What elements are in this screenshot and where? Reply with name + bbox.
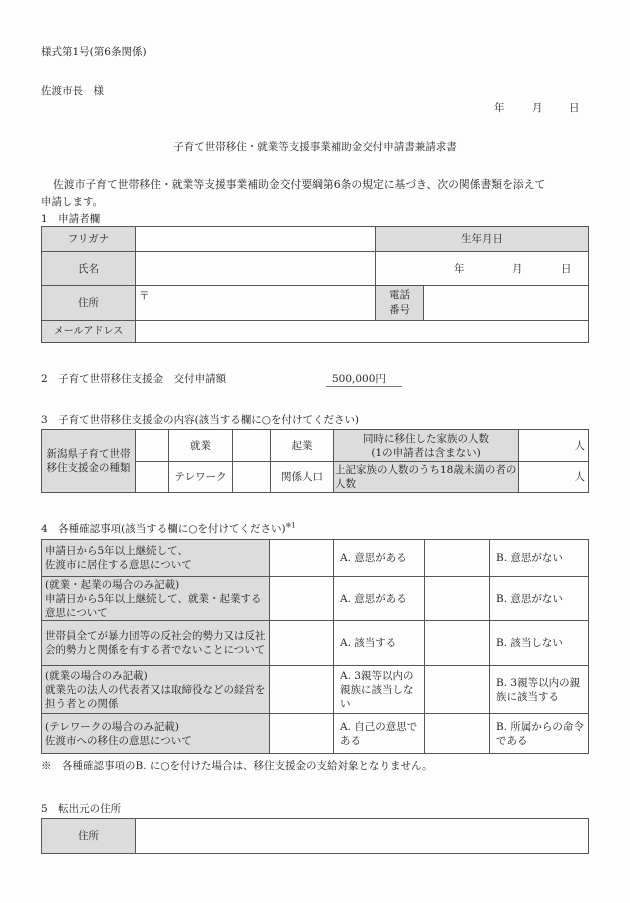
option-b-label: B. 意思がない	[490, 540, 589, 577]
phone-field[interactable]	[424, 286, 589, 321]
address-label: 住所	[42, 286, 136, 321]
option-b-check-cell[interactable]	[425, 714, 490, 754]
phone-label-line1: 電話	[389, 289, 410, 301]
family-count-label	[334, 430, 519, 462]
option-a-check-cell[interactable]	[270, 621, 334, 666]
confirmation-question: (就業・起業の場合のみ記載) 申請日から5年以上継続して、就業・起業する意思について	[42, 577, 270, 621]
related-population-check-cell[interactable]	[233, 462, 271, 493]
option-b-label: B. 該当しない	[490, 621, 589, 666]
birthdate-field[interactable]	[376, 252, 589, 286]
option-a-label: A. 自己の意思である	[334, 714, 425, 754]
birth-day-unit: 日	[561, 263, 572, 275]
birthdate-label: 生年月日	[376, 227, 589, 252]
family-count-field[interactable]	[519, 430, 589, 462]
support-content-table	[41, 429, 589, 493]
document-title: 子育て世帯移住・就業等支援事業補助金交付申請書兼請求書	[173, 141, 457, 153]
option-a-label: A. 意思がある	[334, 540, 425, 577]
confirmation-question: (テレワークの場合のみ記載) 佐渡市への移住の意思について	[42, 714, 270, 754]
date-day: 日	[569, 102, 580, 114]
option-a-check-cell[interactable]	[270, 540, 334, 577]
previous-address-field[interactable]	[136, 819, 589, 854]
option-a-check-cell[interactable]	[270, 666, 334, 714]
option-b-check-cell[interactable]	[425, 540, 490, 577]
confirmation-row	[42, 621, 589, 666]
option-a-check-cell[interactable]	[270, 577, 334, 621]
option-a-label: A. 意思がある	[334, 577, 425, 621]
intro-line-2: 申請します。	[41, 196, 104, 208]
intro-line-1: 佐渡市子育て世帯移住・就業等支援事業補助金交付要綱第6条の規定に基づき、次の関係書類を添えて	[53, 178, 546, 191]
option-b-label: B. 意思がない	[490, 577, 589, 621]
phone-label-line2: 番号	[389, 304, 410, 316]
birth-month-unit: 月	[512, 263, 523, 275]
confirmation-row	[42, 577, 589, 621]
option-employment: 就業	[169, 430, 233, 462]
family-count-unit: 人	[574, 439, 585, 452]
section4-heading-text: 4 各種確認事項(該当する欄に○を付けてください)	[41, 523, 286, 535]
option-a-label: A. 3親等以内の親族に該当しない	[334, 666, 425, 714]
option-b-check-cell[interactable]	[425, 621, 490, 666]
confirmation-question: 申請日から5年以上継続して、 佐渡市に居住する意思について	[42, 540, 270, 577]
family-count-label-line1: 同時に移住した家族の人数	[363, 432, 489, 445]
furigana-field[interactable]	[136, 227, 376, 252]
minor-count-unit: 人	[574, 471, 585, 483]
footnote-mark: ※1	[285, 521, 296, 530]
support-type-label: 新潟県子育て世帯移住支援金の種類	[42, 430, 136, 493]
option-related-population: 関係人口	[271, 462, 334, 493]
option-telework: テレワーク	[169, 462, 233, 493]
option-b-check-cell[interactable]	[425, 577, 490, 621]
section1-heading: 1 申請者欄	[41, 213, 101, 225]
confirmation-row	[42, 540, 589, 577]
requested-amount: 500,000円	[326, 371, 402, 387]
applicant-table	[41, 226, 589, 343]
option-b-label: B. 3親等以内の親族に該当する	[490, 666, 589, 714]
birth-year-unit: 年	[454, 263, 465, 275]
family-count-label-line2: (1の申請者は含まない)	[371, 446, 481, 459]
postal-mark: 〒	[139, 290, 150, 302]
option-b-label: B. 所属からの命令である	[490, 714, 589, 754]
date-month: 月	[532, 102, 543, 114]
option-a-label: A. 該当する	[334, 621, 425, 666]
address-field[interactable]	[136, 286, 376, 321]
name-field[interactable]	[136, 252, 376, 286]
email-field[interactable]	[136, 321, 589, 343]
phone-label	[376, 286, 424, 321]
confirmation-question: 世帯員全てが暴力団等の反社会的勢力又は反社会的勢力と関係を有する者でないことについて	[42, 621, 270, 666]
previous-address-table	[41, 818, 589, 854]
form-number: 様式第1号(第6条関係)	[41, 46, 147, 58]
confirmation-table	[41, 539, 589, 754]
option-startup: 起業	[271, 430, 334, 462]
telework-check-cell[interactable]	[136, 462, 169, 493]
confirmation-question: (就業の場合のみ記載) 就業先の法人の代表者又は取締役などの経営を担う者との関係	[42, 666, 270, 714]
section5-heading: 5 転出元の住所	[41, 803, 122, 815]
minor-count-field[interactable]	[519, 462, 589, 493]
minor-count-label: 上記家族の人数のうち18歳未満の者の人数	[334, 462, 519, 493]
section4-heading	[41, 521, 296, 536]
startup-check-cell[interactable]	[233, 430, 271, 462]
date-year: 年	[494, 102, 505, 114]
option-a-check-cell[interactable]	[270, 714, 334, 754]
name-label: 氏名	[42, 252, 136, 286]
option-b-check-cell[interactable]	[425, 666, 490, 714]
email-label: メールアドレス	[42, 321, 136, 343]
confirmation-row	[42, 666, 589, 714]
addressee: 佐渡市長 様	[41, 85, 104, 97]
confirmation-note: ※ 各種確認事項のB. に○を付けた場合は、移住支援金の支給対象となりません。	[41, 760, 433, 772]
section3-heading: 3 子育て世帯移住支援金の内容(該当する欄に○を付けてください)	[41, 414, 360, 426]
section2-heading: 2 子育て世帯移住支援金 交付申請額	[41, 373, 227, 385]
confirmation-row	[42, 714, 589, 754]
previous-address-label: 住所	[42, 819, 136, 854]
employment-check-cell[interactable]	[136, 430, 169, 462]
furigana-label: フリガナ	[42, 227, 136, 252]
